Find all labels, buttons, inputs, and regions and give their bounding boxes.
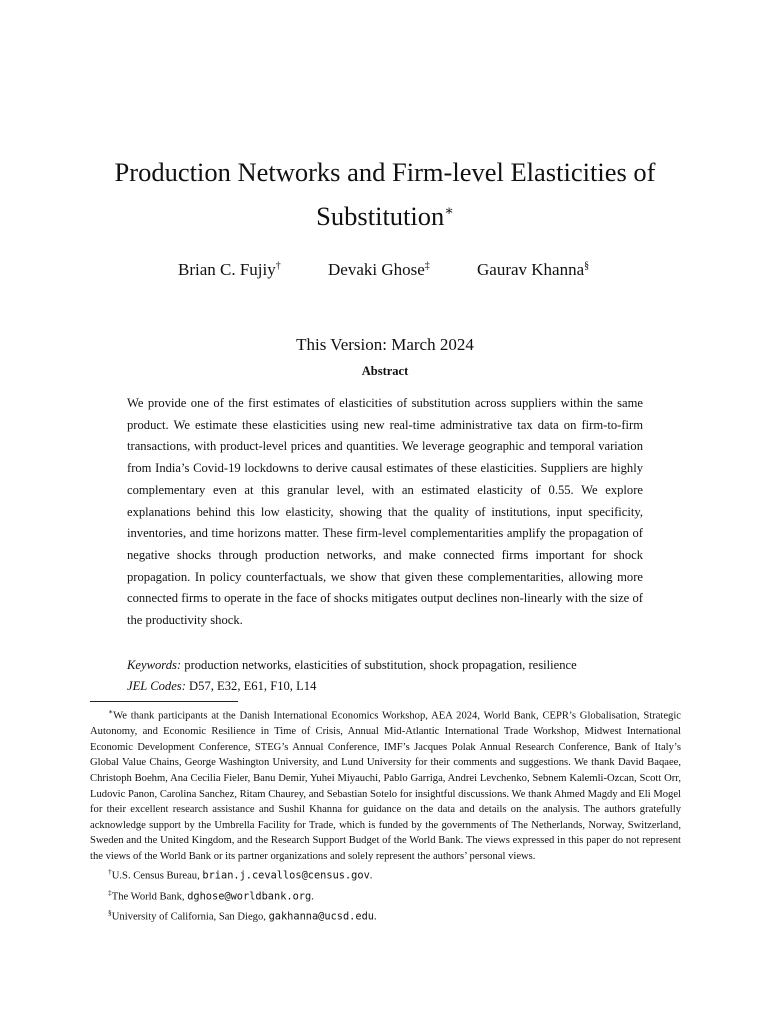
footnote-mark: § [108,907,112,917]
affiliation-text: The World Bank, [111,891,188,903]
author-name: Gaurav Khanna [477,260,585,279]
footnote-period: . [369,871,373,882]
email-link[interactable]: dghose@worldbank.org [187,890,312,903]
jel-codes-line [127,676,316,697]
author-list [0,260,770,284]
title-footnote-mark: ∗ [444,204,454,219]
affiliation-text: U.S. Census Bureau, [111,871,203,882]
footnote-acknowledgments [90,704,681,864]
abstract-body: We provide one of the first estimates of elasticities of substitution across suppliers within the same product. We estimate these elasticities using new real-time administrative tax data on firm-to-firm transactions, with product-level prices and quantities. We leverage geographic and temporal variation from India’s Covid-19 lockdowns to derive causal estimates of these elasticities. Suppliers are highly complementary even at this granular level, with an estimated elasticity of 0.55. We explore explanations behind this low elasticity, showing that the quality of institutions, input specificity, inventories, and time horizons matter. These firm-level complementarities amplify the propagation of negative shocks through production networks, and make connected firms important for shock propagation. In policy counterfactuals, we show that given these complementarities, allowing more connected firms to operate in the face of shocks mitigates output declines non-linearly with the size of the productivity shock. [127,396,643,628]
footnote-divider [90,701,238,702]
keywords-label: Keywords: [127,658,182,672]
email-link[interactable]: gakhanna@ucsd.edu [268,910,374,923]
abstract-heading: Abstract [361,364,409,378]
footnote-affiliation-khanna [90,905,681,925]
footnote-affiliation-fujiy [90,864,681,884]
paper-title [90,152,680,236]
footnote-mark: ‡ [108,887,112,897]
email-link[interactable]: brian.j.cevallos@census.gov [202,870,370,882]
footnote-period: . [311,891,314,903]
author-footnote-mark: † [275,260,281,272]
footnote-affiliation-ghose [90,885,681,905]
author-fujiy [178,260,281,280]
keywords-line [127,655,577,676]
version-date: This Version: March 2024 [296,335,474,354]
footnote-period: . [373,911,377,923]
jel-label: JEL Codes: [127,679,186,693]
author-khanna [477,260,589,280]
author-footnote-mark: § [584,260,590,272]
affiliation-text: University of California, San Diego, [111,911,269,923]
footnote-mark: † [108,867,112,877]
paper-title-text: Production Networks and Firm-level Elasticities of Substitution [114,157,656,231]
footnotes [90,704,681,925]
author-name: Devaki Ghose [328,260,425,279]
author-footnote-mark: ‡ [424,260,430,272]
author-name: Brian C. Fujiy [178,260,276,279]
author-ghose [328,260,430,280]
jel-codes-text: D57, E32, E61, F10, L14 [189,679,317,693]
acknowledgments-text: We thank participants at the Danish International Economics Workshop, AEA 2024, World Bank, CEPR’s Globalisation, Strategic Autonomy, and Economic Resilience in Time of Crisis, Annual Mid-Atlantic International Trade Workshop, Midwest International Economic Development Conference, STEG’s Annual Conference, IMF’s Jacques Polak Annual Research Conference, Bank of Italy’s Global Value Chains, George Washington University, and Lund University for their comments and suggestions. We thank David Baqaee, Christoph Boehm, Ana Cecilia Fieler, Banu Demir, Yuhei Miyauchi, Pablo Garriga, Andrei Levchenko, Sebnem Kalemli-Ozcan, Scott Orr, Ludovic Panon, Carolina Sanchez, Ritam Chaurey, and Sebastian Sotelo for insightful discussions. We thank Ahmed Magdy and Eli Mogel for their excellent research assistance and Sushil Khanna for guidance on the data and details on the analysis. The authors gratefully acknowledge support by the Umbrella Facility for Trade, which is funded by the governments of The Netherlands, Norway, Switzerland, Sweden and the United Kingdom, and the Research Support Budget of the World Bank. The views expressed in this paper do not represent the views of the World Bank or its partner organizations and solely represent the authors’ personal views. [90,710,681,862]
footnote-mark: ∗ [108,707,114,716]
keywords-text: production networks, elasticities of substitution, shock propagation, resilience [184,658,577,672]
